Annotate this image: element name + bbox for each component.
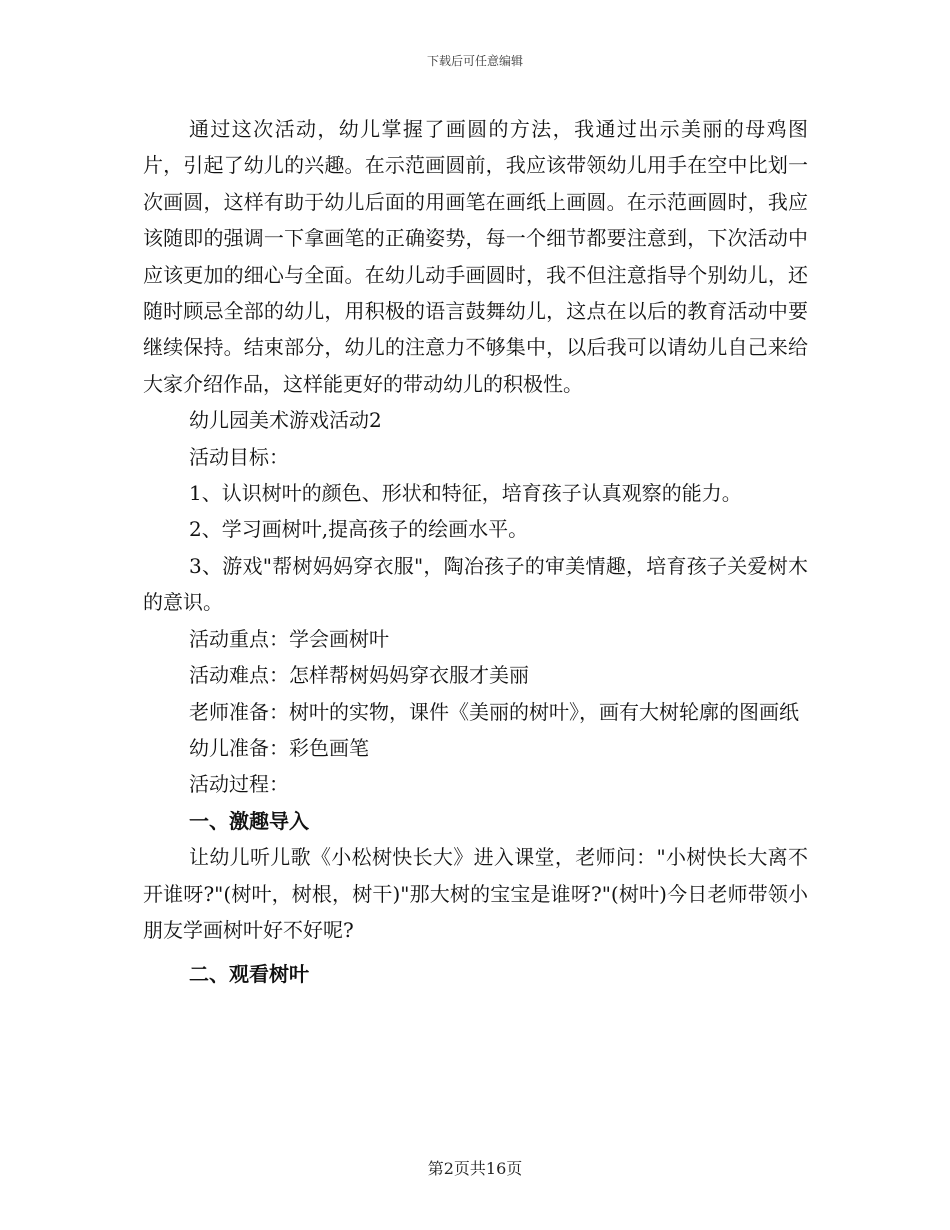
reflection-paragraph: 通过这次活动，幼儿掌握了画圆的方法，我通过出示美丽的母鸡图片，引起了幼儿的兴趣。在示范画圆前，我应该带领幼儿用手在空中比划一次画圆，这样有助于幼儿后面的用画笔在画纸上画圆。在示范画圆时，我应该随即的强调一下拿画笔的正确姿势，每一个细节都要注意到，下次活动中应该更加的细心与全面。在幼儿动手画圆时，我不但注意指导个别幼儿，还随时顾忌全部的幼儿，用积极的语言鼓舞幼儿，这点在以后的教育活动中要继续保持。结束部分，幼儿的注意力不够集中，以后我可以请幼儿自己来给大家介绍作品，这样能更好的带动幼儿的积极性。	[143, 117, 808, 396]
objectives-heading: 活动目标：	[189, 444, 289, 469]
teacher-preparation: 老师准备：树叶的实物，课件《美丽的树叶》，画有大树轮廓的图画纸	[189, 699, 799, 724]
document-body	[143, 111, 808, 993]
child-preparation: 幼儿准备：彩色画笔	[189, 735, 369, 760]
difficult-point: 活动难点：怎样帮树妈妈穿衣服才美丽	[189, 663, 529, 688]
section-heading-1: 一、激趣导入	[189, 808, 309, 833]
activity-title: 幼儿园美术游戏活动2	[189, 408, 382, 433]
objective-item-3: 3、游戏"帮树妈妈穿衣服"，陶冶孩子的审美情趣，培育孩子关爱树木的意识。	[143, 553, 808, 615]
key-point: 活动重点：学会画树叶	[189, 626, 389, 651]
intro-paragraph: 让幼儿听儿歌《小松树快长大》进入课堂，老师问："小树快长大离不开谁呀?"(树叶，树根，树干)"那大树的宝宝是谁呀?"(树叶)今日老师带领小朋友学画树叶好不好呢?	[143, 845, 808, 942]
objective-item-2: 2、学习画树叶,提高孩子的绘画水平。	[189, 517, 529, 542]
page-header: 下载后可任意编辑	[426, 54, 523, 68]
section-heading-2: 二、观看树叶	[189, 962, 309, 987]
page-footer: 第2页共16页	[427, 1159, 523, 1178]
process-heading: 活动过程：	[189, 772, 289, 797]
objective-item-1: 1、认识树叶的颜色、形状和特征，培育孩子认真观察的能力。	[189, 481, 742, 506]
